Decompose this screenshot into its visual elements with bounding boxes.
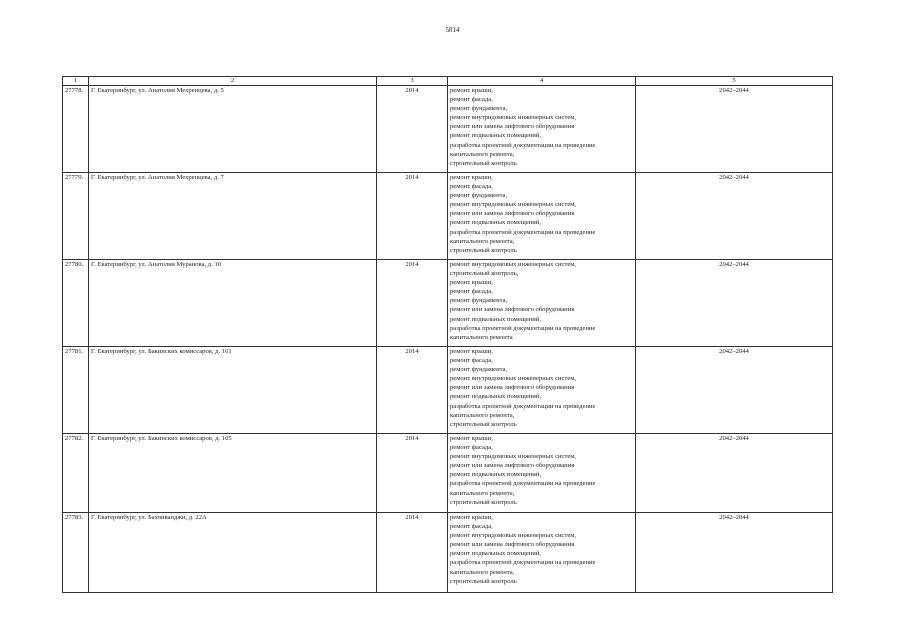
work-item: строительный контроль: [450, 246, 517, 254]
table-row: [63, 173, 833, 260]
address-cell: Г. Екатеринбург, ул. Бакинских комиссаров, д. 105: [89, 434, 377, 513]
column-header: 4: [448, 77, 636, 86]
year-cell: 2014: [377, 86, 448, 173]
work-item: ремонт внутридомовых инженерных систем,: [450, 114, 577, 122]
year-cell: 2014: [377, 260, 448, 347]
work-item: ремонт подвальных помещений,: [450, 550, 541, 558]
work-item: разработка проектной документации на проведение: [450, 402, 596, 410]
work-item: ремонт фасада,: [450, 357, 493, 365]
works-cell: [448, 86, 636, 173]
work-item: ремонт или замена лифтового оборудования: [450, 462, 575, 470]
work-item: ремонт крыши,: [450, 348, 493, 355]
work-item: ремонт подвальных помещений,: [450, 471, 541, 479]
row-number: 27782.: [63, 434, 89, 513]
work-item: разработка проектной документации на проведение: [450, 480, 596, 488]
row-number: 27780.: [63, 260, 89, 347]
work-item: капитального ремонта: [450, 333, 513, 341]
year-cell: 2014: [377, 173, 448, 260]
year-cell: 2014: [377, 513, 448, 593]
work-item: разработка проектной документации на проведение: [450, 228, 596, 236]
work-item: строительный контроль,: [450, 270, 519, 278]
table-row: [63, 86, 833, 173]
period-cell: 2042–2044: [636, 86, 833, 173]
work-item: ремонт или замена лифтового оборудования: [450, 210, 575, 218]
address-cell: Г. Екатеринбург, ул. Анатолия Мехренцева, д. 7: [89, 173, 377, 260]
work-item: капитального ремонта,: [450, 237, 515, 245]
column-header: 1: [63, 77, 89, 86]
repair-program-table: [62, 76, 833, 593]
work-item: капитального ремонта,: [450, 150, 515, 158]
work-item: ремонт крыши,: [450, 174, 493, 181]
works-cell: [448, 173, 636, 260]
work-item: ремонт фундамента,: [450, 105, 508, 113]
works-cell: [448, 513, 636, 593]
work-item: капитального ремонта,: [450, 489, 515, 497]
works-cell: [448, 260, 636, 347]
year-cell: 2014: [377, 434, 448, 513]
work-item: ремонт крыши,: [450, 87, 493, 94]
column-header: 2: [89, 77, 377, 86]
table-row: [63, 260, 833, 347]
work-item: капитального ремонта,: [450, 411, 515, 419]
work-item: строительный контроль: [450, 577, 517, 585]
period-cell: 2042–2044: [636, 347, 833, 434]
period-cell: 2042–2044: [636, 513, 833, 593]
period-cell: 2042–2044: [636, 434, 833, 513]
work-item: ремонт фасада,: [450, 288, 493, 296]
work-item: ремонт фасада,: [450, 183, 493, 191]
address-cell: Г. Екатеринбург, ул. Бахчиванджи, д. 22А: [89, 513, 377, 593]
work-item: ремонт подвальных помещений,: [450, 315, 541, 323]
work-item: ремонт внутридомовых инженерных систем,: [450, 532, 577, 540]
table-row: [63, 347, 833, 434]
period-cell: 2042–2044: [636, 260, 833, 347]
work-item: ремонт фундамента,: [450, 297, 508, 305]
page-number: 5814: [445, 26, 460, 34]
work-item: ремонт фасада,: [450, 444, 493, 452]
work-item: ремонт подвальных помещений,: [450, 393, 541, 401]
column-header: 5: [636, 77, 833, 86]
row-number: 27783.: [63, 513, 89, 593]
work-item: ремонт внутридомовых инженерных систем,: [450, 201, 577, 209]
address-cell: Г. Екатеринбург, ул. Анатолия Мехренцева, д. 5: [89, 86, 377, 173]
row-number: 27778.: [63, 86, 89, 173]
work-item: строительный контроль: [450, 420, 517, 428]
work-item: ремонт внутридомовых инженерных систем,: [450, 261, 577, 268]
work-item: ремонт или замена лифтового оборудования: [450, 306, 575, 314]
column-header: 3: [377, 77, 448, 86]
row-number: 27781.: [63, 347, 89, 434]
work-item: строительный контроль: [450, 159, 517, 167]
work-item: разработка проектной документации на проведение: [450, 559, 596, 567]
work-item: разработка проектной документации на проведение: [450, 141, 596, 149]
table-body: [63, 86, 833, 593]
work-item: ремонт фасада,: [450, 523, 493, 531]
work-item: ремонт подвальных помещений,: [450, 132, 541, 140]
work-item: ремонт подвальных помещений,: [450, 219, 541, 227]
work-item: ремонт крыши,: [450, 435, 493, 442]
work-item: ремонт или замена лифтового оборудования: [450, 384, 575, 392]
address-cell: Г. Екатеринбург, ул. Анатолия Муранова, д. 10: [89, 260, 377, 347]
work-item: ремонт или замена лифтового оборудования: [450, 123, 575, 131]
work-item: ремонт внутридомовых инженерных систем,: [450, 375, 577, 383]
year-cell: 2014: [377, 347, 448, 434]
period-cell: 2042–2044: [636, 173, 833, 260]
row-number: 27779.: [63, 173, 89, 260]
work-item: ремонт фундамента,: [450, 192, 508, 200]
works-cell: [448, 347, 636, 434]
table-row: [63, 434, 833, 513]
work-item: ремонт внутридомовых инженерных систем,: [450, 453, 577, 461]
works-cell: [448, 434, 636, 513]
work-item: ремонт или замена лифтового оборудования: [450, 541, 575, 549]
work-item: капитального ремонта,: [450, 568, 515, 576]
work-item: ремонт фасада,: [450, 96, 493, 104]
work-item: разработка проектной документации на проведение: [450, 324, 596, 332]
work-item: ремонт фундамента,: [450, 366, 508, 374]
work-item: строительный контроль: [450, 498, 517, 506]
address-cell: Г. Екатеринбург, ул. Бакинских комиссаров, д. 101: [89, 347, 377, 434]
table-row: [63, 513, 833, 593]
work-item: ремонт крыши,: [450, 279, 493, 287]
table-header-row: [63, 77, 833, 86]
work-item: ремонт крыши,: [450, 514, 493, 521]
